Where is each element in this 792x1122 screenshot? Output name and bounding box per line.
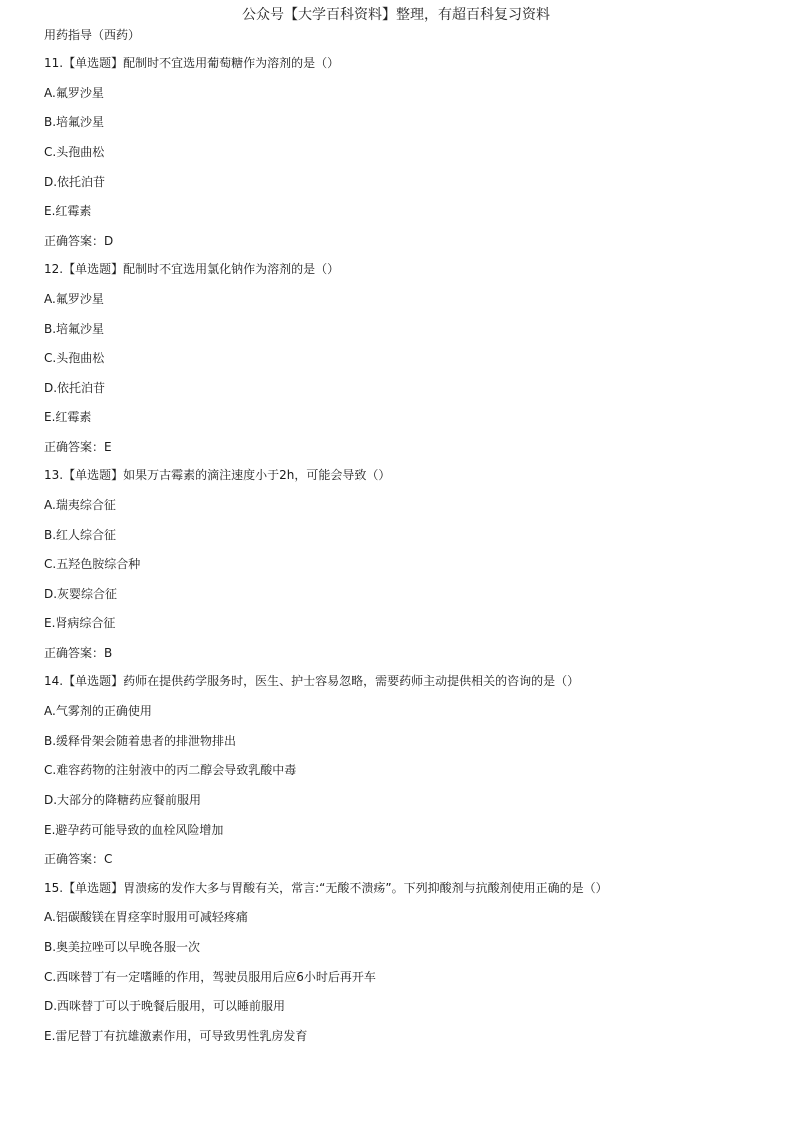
answer-option: C.头孢曲松 [44, 351, 105, 366]
answer-option: B.奥美拉唑可以早晚各服一次 [44, 940, 201, 955]
question-stem: 11.【单选题】配制时不宜选用葡萄糖作为溶剂的是（） [44, 56, 340, 70]
answer-option: A.氟罗沙星 [44, 291, 104, 306]
correct-answer: 正确答案：B [44, 646, 113, 661]
answer-option: C.西咪替丁有一定嗜睡的作用，驾驶员服用后应6小时后再开车 [44, 969, 376, 984]
question-block [44, 673, 764, 867]
answer-option: A.铝碳酸镁在胃痉挛时服用可减轻疼痛 [44, 910, 248, 925]
answer-option: E.雷尼替丁有抗雄激素作用，可导致男性乳房发育 [44, 1028, 308, 1043]
answer-option: D.依托泊苷 [44, 174, 106, 189]
question-stem: 14.【单选题】药师在提供药学服务时，医生、护士容易忽略，需要药师主动提供相关的咨询的是（） [44, 674, 580, 689]
question-block [44, 55, 764, 249]
question-stem: 15.【单选题】胃溃疡的发作大多与胃酸有关，常言:“无酸不溃疡”。下列抑酸剂与抗酸剂使用正确的是（） [44, 880, 608, 895]
answer-option: A.瑞夷综合征 [44, 498, 116, 513]
answer-option: D.西咪替丁可以于晚餐后服用，可以睡前服用 [44, 999, 286, 1014]
page-header: 公众号【大学百科资料】整理，有超百科复习资料 [242, 7, 550, 23]
answer-option: B.培氟沙星 [44, 115, 105, 130]
answer-option: E.避孕药可能导致的血栓风险增加 [44, 822, 224, 837]
answer-option: C.头孢曲松 [44, 144, 105, 159]
answer-option: B.培氟沙星 [44, 321, 105, 336]
answer-option: C.难容药物的注射液中的丙二醇会导致乳酸中毒 [44, 763, 297, 778]
correct-answer: 正确答案：C [44, 852, 113, 867]
answer-option: A.气雾剂的正确使用 [44, 704, 152, 719]
question-block [44, 261, 764, 455]
answer-option: E.红霉素 [44, 410, 92, 425]
answer-option: D.依托泊苷 [44, 380, 106, 395]
document-body [44, 27, 764, 1057]
answer-option: D.灰婴综合征 [44, 586, 118, 601]
answer-option: E.肾病综合征 [44, 616, 116, 631]
question-list [44, 55, 764, 1044]
correct-answer: 正确答案：E [44, 439, 112, 454]
answer-option: E.红霉素 [44, 204, 92, 219]
question-stem: 12.【单选题】配制时不宜选用氯化钠作为溶剂的是（） [44, 262, 340, 277]
question-stem: 13.【单选题】如果万古霉素的滴注速度小于2h，可能会导致（） [44, 468, 391, 483]
question-block [44, 880, 764, 1044]
answer-option: B.缓释骨架会随着患者的排泄物排出 [44, 733, 237, 748]
question-block [44, 467, 764, 661]
answer-option: D.大部分的降糖药应餐前服用 [44, 793, 202, 808]
correct-answer: 正确答案：D [44, 233, 114, 248]
answer-option: B.红人综合征 [44, 527, 117, 542]
answer-option: C.五羟色胺综合种 [44, 557, 141, 572]
answer-option: A.氟罗沙星 [44, 85, 104, 100]
subject-title: 用药指导（西药） [44, 28, 141, 42]
